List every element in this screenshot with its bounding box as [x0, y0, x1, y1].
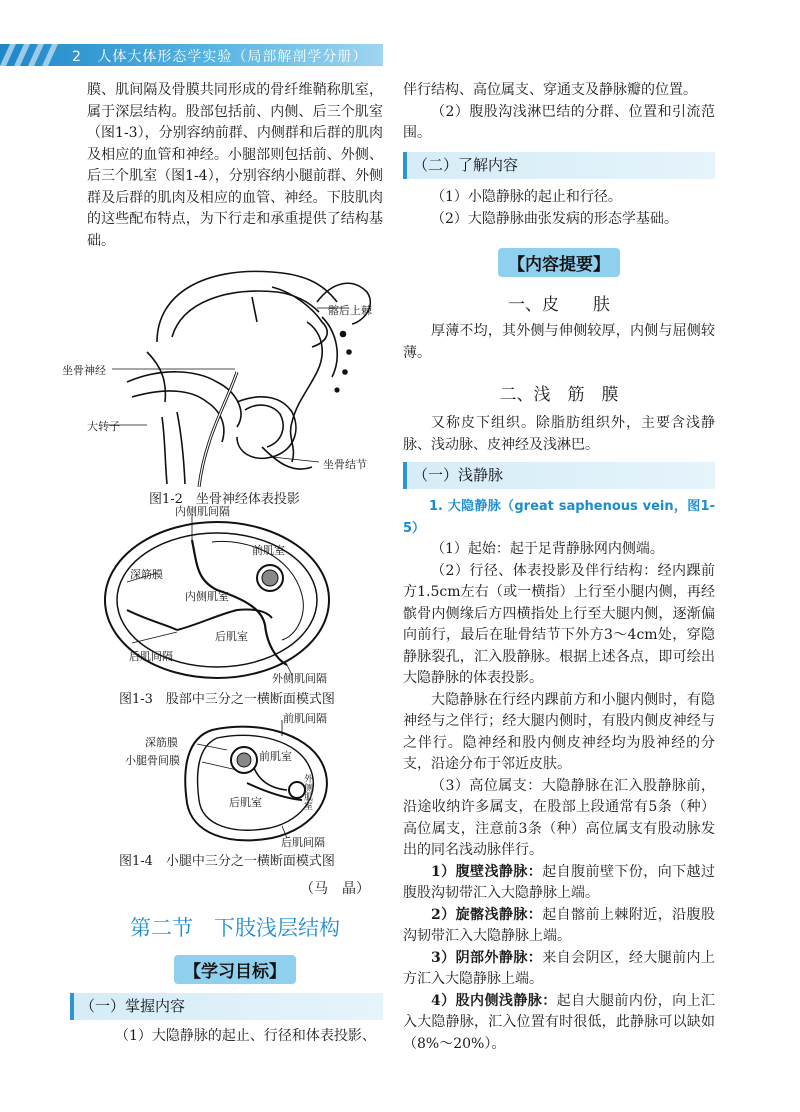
header-text	[72, 46, 367, 66]
label-leg-posterior-septum: 后肌间隔	[281, 836, 325, 849]
fascia-text: 又称皮下组织。除脂肪组织外，主要含浅静脉、浅动脉、皮神经及浅淋巴。	[403, 415, 715, 453]
objectives-badge-wrap	[87, 955, 383, 984]
label-sciatic-nerve: 坐骨神经	[62, 364, 106, 377]
book-title: 人体大体形态学实验（局部解剖学分册）	[97, 49, 368, 65]
tributary-3-name: 3）阴部外静脉：	[431, 949, 543, 966]
fascia-text-block	[403, 413, 715, 456]
superficial-veins-bar: （一）浅静脉	[403, 462, 715, 489]
tributary-3	[403, 948, 715, 991]
left-paragraph-1: 膜、肌间隔及骨膜共同形成的骨纤维鞘称肌室，属于深层结构。股部包括前、内侧、后三个肌室（图1-3），分别容纳前群、内侧群和后群的肌肉及相应的血管和神经。小腿部则包括前、外侧、后三个肌室（图1-4），分别容纳小腿前群、外侧群及后群的肌肉及相应的血管、神经。下肢肌肉的这些配布特点，为下行走和承重提供了结构基础。	[87, 82, 383, 249]
skin-heading: 一、皮 肤	[508, 295, 610, 315]
master-item-1-text: （1）大隐静脉的起止、行径和体表投影、	[115, 1028, 376, 1044]
tributary-4	[403, 991, 715, 1056]
figure-1-3	[87, 500, 383, 705]
left-column	[87, 80, 383, 252]
tributary-3-text: 来自会阴区，经大腿前内上方汇入大隐静脉上端。	[403, 949, 715, 987]
tributary-4-name: 4）股内侧浅静脉：	[431, 992, 557, 1009]
section-title: 第二节 下肢浅层结构	[130, 916, 340, 940]
label-anterior-septum: 前肌间隔	[283, 712, 327, 725]
label-posterior-compartment: 后肌室	[215, 630, 248, 643]
label-posterior-septum: 后肌间隔	[129, 650, 173, 663]
label-leg-anterior-compartment: 前肌室	[259, 750, 292, 763]
understand-items	[403, 187, 715, 230]
label-interosseous-membrane: 小腿骨间膜	[125, 754, 180, 767]
gsv-accompanying: 大隐静脉在行经内踝前方和小腿内侧时，有隐神经与之伴行；经大腿内侧时，有股内侧皮神经与之伴行。隐神经和股内侧皮神经均为股神经的分支，沿途分布于邻近皮肤。	[403, 691, 715, 772]
figure-1-4-caption: 图1-4 小腿中三分之一横断面模式图	[119, 854, 335, 869]
label-leg-lateral-compartment: 外侧肌室	[302, 774, 312, 810]
understand-item-2: （2）大隐静脉曲张发病的形态学基础。	[431, 210, 678, 227]
label-deep-fascia: 深筋膜	[130, 568, 163, 581]
leg-cross-section	[87, 708, 383, 848]
figure-1-2	[62, 262, 383, 512]
master-item-1	[87, 1026, 383, 1048]
label-medial-septum: 内侧肌间隔	[175, 505, 230, 518]
label-ischial-tuberosity: 坐骨结节	[323, 458, 367, 471]
master-item-2: （2）腹股沟浅淋巴结的分群、位置和引流范围。	[403, 103, 715, 141]
label-leg-posterior-compartment: 后肌室	[229, 796, 262, 809]
label-medial-compartment: 内侧肌室	[185, 590, 229, 603]
skin-text-block	[403, 321, 715, 364]
skin-text: 厚薄不均，其外侧与伸侧较厚，内侧与屈侧较薄。	[403, 323, 715, 361]
objectives-badge: 【学习目标】	[174, 955, 296, 984]
sciatic-nerve-line	[199, 372, 237, 487]
tributary-1-text: 起自腹前壁下份，向下越过腹股沟韧带汇入大隐静脉上端。	[403, 863, 715, 901]
page-number: 2	[72, 49, 82, 65]
figure-1-3-caption: 图1-3 股部中三分之一横断面模式图	[119, 692, 335, 707]
gsv-course: （2）行径、体表投影及伴行结构：经内踝前方1.5cm左右（或一横指）上行至小腿内侧，再经髌骨内侧缘后方四横指处上行至大腿内侧，逐渐偏向前行，最后在耻骨结节下外方3～4cm处，穿隐静脉裂孔，汇入股静脉。根据上述各点，即可绘出大隐静脉的体表投影。	[403, 562, 715, 686]
pelvis-illustration	[87, 262, 383, 487]
gsv-heading: 1. 大隐静脉（great saphenous vein，图1-5）	[403, 499, 715, 536]
tributary-2	[403, 905, 715, 948]
label-iliac-spine: 髂后上棘	[328, 304, 372, 317]
tributary-2-name: 2）旋髂浅静脉：	[431, 906, 543, 923]
gsv-origin: （1）起始：起于足背静脉网内侧端。	[431, 541, 664, 557]
tributary-1-name: 1）腹壁浅静脉：	[431, 863, 543, 880]
label-greater-trochanter: 大转子	[87, 420, 120, 433]
label-leg-deep-fascia: 深筋膜	[145, 736, 178, 749]
label-lateral-septum: 外侧肌间隔	[272, 672, 327, 685]
summary-badge-wrap	[403, 248, 715, 277]
understand-item-1: （1）小隐静脉的起止和行径。	[431, 189, 622, 205]
iliac-crest-line	[157, 271, 337, 342]
tributary-1	[403, 862, 715, 905]
figure-1-4	[87, 708, 383, 868]
right-column-top	[403, 80, 715, 145]
author-credit: （马 晶）	[300, 881, 370, 897]
gsv-block	[403, 496, 715, 1055]
master-content-bar: （一）掌握内容	[70, 993, 383, 1020]
header-stripes-decoration	[0, 44, 80, 66]
understand-content-bar: （二）了解内容	[403, 152, 715, 179]
tributary-2-text: 起自髂前上棘附近，沿腹股沟韧带汇入大隐静脉上端。	[403, 906, 715, 944]
tributary-4-text: 起自大腿前内份，向上汇入大隐静脉，汇入位置有时很低，此静脉可以缺如（8%～20%）。	[403, 992, 715, 1052]
right-continuation: 伴行结构、高位属支、穿通支及静脉瓣的位置。	[403, 82, 697, 98]
label-anterior-compartment: 前肌室	[252, 544, 285, 557]
figure-1-2-caption: 图1-2 坐骨神经体表投影	[149, 492, 300, 507]
summary-badge: 【内容提要】	[498, 248, 620, 277]
gsv-tributaries: （3）高位属支：大隐静脉在汇入股静脉前，沿途收纳许多属支，在股部上段通常有5条（种）高位属支，注意前3条（种）高位属支有股动脉发出的同名浅动脉伴行。	[403, 777, 715, 858]
fascia-heading: 二、浅 筋 膜	[499, 385, 619, 405]
page-header	[0, 44, 800, 66]
